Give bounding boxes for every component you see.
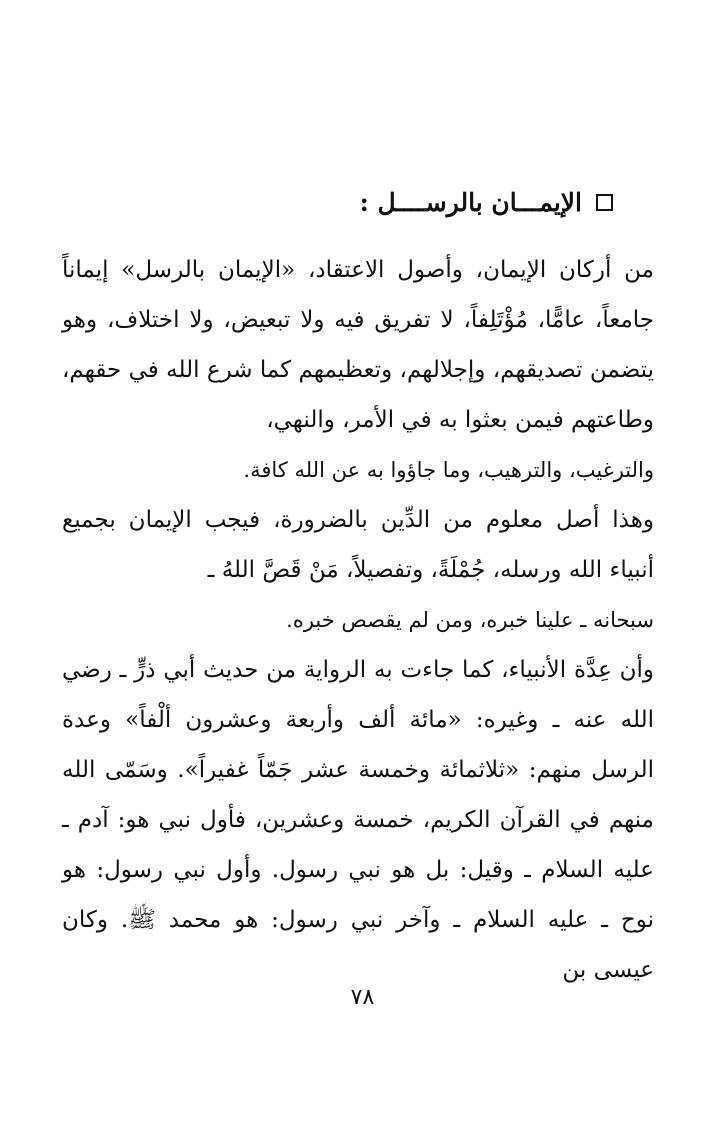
paragraph-1-last-line: والترغيب، والترهيب، وما جاؤوا به عن الله كافة.	[243, 458, 654, 482]
section-heading-text: الإيمـــان بالرســــل :	[359, 188, 582, 217]
paragraph-obligation	[62, 495, 654, 645]
paragraph-2-body: وهذا أصل معلوم من الدِّين بالضرورة، فيجب الإيمان بجميع أنبياء الله ورسله، جُمْلَةً، وتفصيلاً، مَنْ قَصَّ اللهُ ـ	[62, 507, 654, 583]
paragraph-2-last-line: سبحانه ـ علينا خبره، ومن لم يقصص خبره.	[286, 608, 654, 632]
paragraph-faith-in-messengers	[62, 245, 654, 495]
paragraph-1-body: من أركان الإيمان، وأصول الاعتقاد، «الإيمان بالرسل» إيماناً جامعاً، عامًّا، مُؤْتَلِفاً، لا تفريق فيه ولا تبعيض، ولا اختلاف، وهو يتضمن تصديقهم، وإجلالهم، وتعظيمهم كما شرع الله في حقهم، وطاعتهم فيمن بعثوا به في الأمر، والنهي،	[62, 257, 654, 433]
paragraph-3-body: وأن عِدَّة الأنبياء، كما جاءت به الرواية من حديث أبي ذرٍّ ـ رضي الله عنه ـ وغيره: «مائة ألف وأربعة وعشرون ألْفاً» وعدة الرسل منهم: «ثلاثمائة وخمسة عشر جَمّاً غفيراً». وسَمّى الله منهم في القرآن الكريم، خمسة وعشرين، فأول نبي هو: آدم ـ عليه السلام ـ وقيل: بل هو نبي رسول. وأول نبي رسول: هو نوح ـ عليه السلام ـ وآخر نبي رسول: هو محمد ﷺ. وكان عيسى بن	[62, 657, 654, 983]
section-heading	[360, 188, 613, 217]
empty-square-icon	[596, 194, 613, 211]
paragraph-number-of-prophets	[62, 645, 654, 995]
page-number: ٧٨	[350, 985, 375, 1010]
